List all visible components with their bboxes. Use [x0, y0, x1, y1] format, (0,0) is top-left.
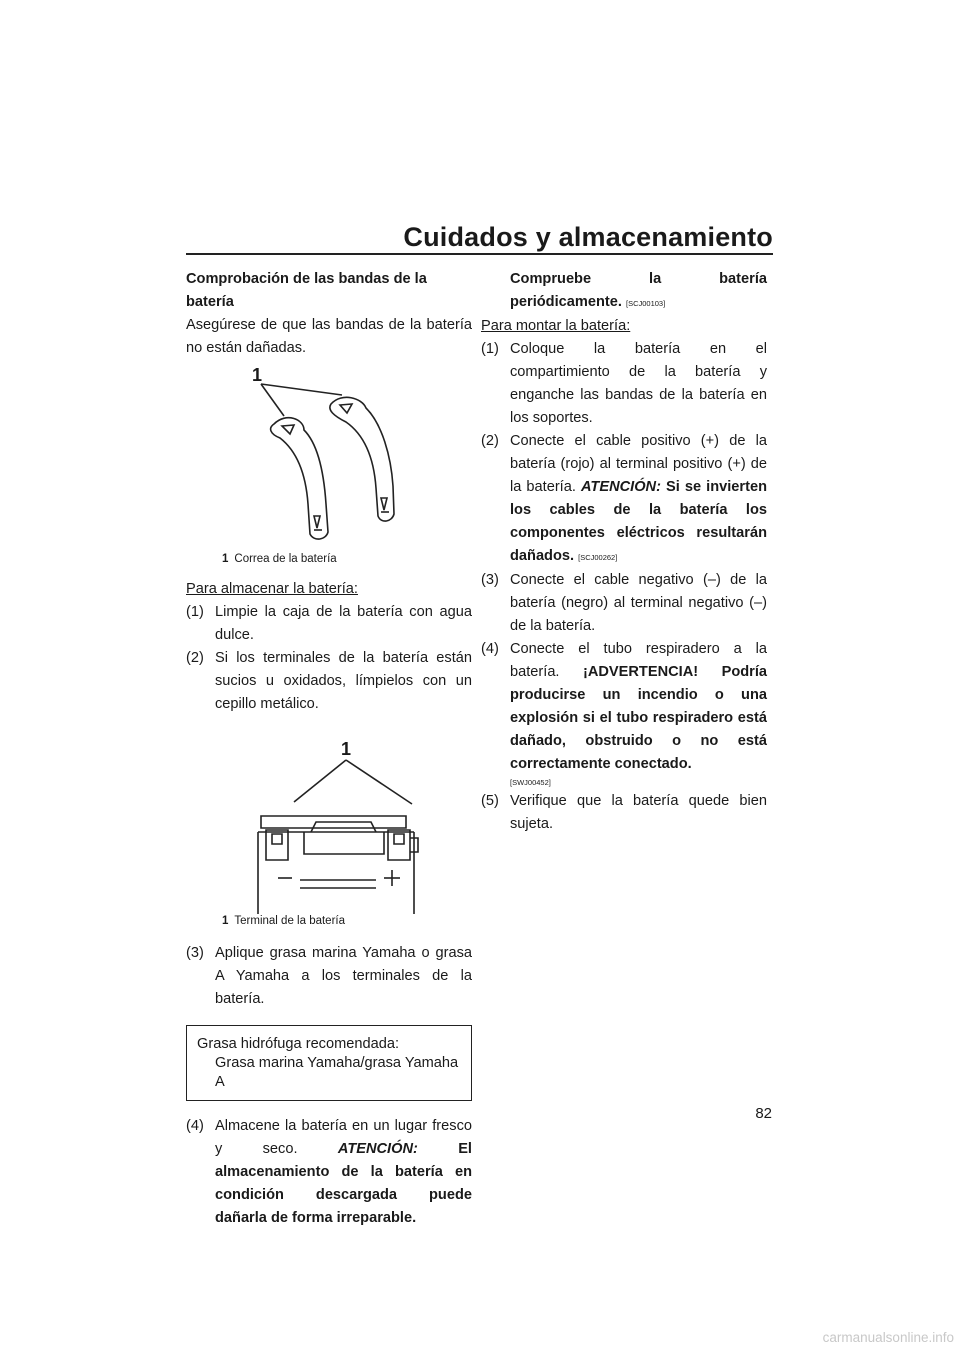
battery-strap-illustration	[206, 364, 446, 554]
battery-terminal-figure	[206, 736, 472, 914]
title-rule	[186, 253, 773, 255]
warning-text: ¡ADVERTENCIA! Podría producirse un incendio o una explosión si el tubo respiradero está dañado, obstruido o no está correctamente conectado.	[510, 664, 767, 772]
list-item: (2) Si los terminales de la batería están sucios u oxidados, límpielos con un cepillo metálico.	[186, 650, 472, 712]
figure-caption	[222, 914, 472, 928]
caution-continuation: Compruebe la batería periódicamente. [SCJ00103]	[510, 271, 767, 310]
figure-callout-number: 1	[341, 739, 352, 759]
caution-text: El almacenamiento de la batería en condición descargada puede dañarla de forma irreparable.	[215, 1141, 472, 1226]
page-title: Cuidados y almacenamiento	[403, 222, 773, 252]
list-item: (2) Conecte el cable positivo (+) de la batería (rojo) al terminal positivo (+) de la batería. ATENCIÓN: Si se invierten los cables de la batería los componentes eléctricos resultarán dañados. [SCJ00262]	[481, 433, 767, 564]
caption-number: 1	[222, 553, 229, 565]
reference-code: [SCJ00103]	[625, 299, 666, 308]
spec-box	[186, 1025, 472, 1101]
caption-text: Correa de la batería	[234, 553, 337, 565]
battery-strap-figure	[206, 364, 472, 552]
reference-code: [SWJ00452]	[510, 778, 551, 787]
reference-code: [SCJ00262]	[578, 553, 618, 562]
list-item: (3) Aplique grasa marina Yamaha o grasa A Yamaha a los terminales de la batería.	[186, 945, 472, 1007]
right-column	[481, 268, 767, 836]
list-item: (3) Conecte el cable negativo (–) de la batería (negro) al terminal negativo (–) de la batería.	[481, 572, 767, 634]
list-item: (5) Verifique que la batería quede bien sujeta.	[481, 793, 767, 832]
intro-paragraph: Asegúrese de que las bandas de la batería no están dañadas.	[186, 317, 472, 356]
caution-text: Si se invierten los cables de la batería los componentes eléctricos resultarán dañados.	[510, 479, 767, 564]
figure-callout-number: 1	[252, 365, 263, 385]
list-item: (1) Coloque la batería en el compartimiento de la batería y enganche las bandas de la batería en los soportes.	[481, 341, 767, 426]
caption-number: 1	[222, 915, 229, 927]
list-item: (1) Limpie la caja de la batería con agua dulce.	[186, 604, 472, 643]
caption-text: Terminal de la batería	[234, 915, 345, 927]
page-number: 82	[755, 1105, 772, 1122]
battery-illustration	[206, 736, 446, 914]
list-item: (4) Conecte el tubo respiradero a la batería. ¡ADVERTENCIA! Podría producirse un incendio o una explosión si el tubo respiradero está dañado, obstruido o no está correctamente conectado.	[481, 641, 767, 772]
left-column	[186, 268, 472, 1230]
spec-label: Grasa hidrófuga recomendada:	[197, 1036, 400, 1052]
subsection-heading: Para almacenar la batería:	[186, 581, 358, 597]
section-heading: Comprobación de las bandas de la batería	[186, 271, 427, 310]
caution-label: ATENCIÓN:	[337, 1141, 418, 1157]
caution-label: ATENCIÓN:	[580, 479, 661, 495]
spec-value: Grasa marina Yamaha/grasa Yamaha A	[215, 1055, 459, 1090]
subsection-heading: Para montar la batería:	[481, 318, 631, 334]
figure-caption	[222, 552, 472, 566]
watermark: carmanualsonline.info	[822, 1330, 954, 1345]
list-item: (4) Almacene la batería en un lugar fresco y seco. ATENCIÓN: El almacenamiento de la batería en condición descargada puede dañarla de forma irreparable.	[186, 1118, 472, 1226]
